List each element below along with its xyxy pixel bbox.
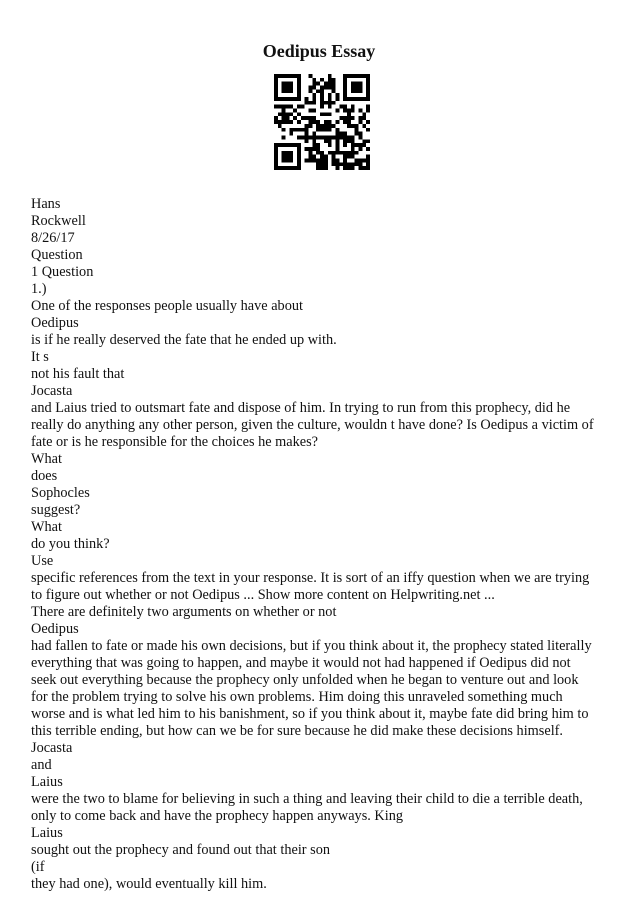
text-line: One of the responses people usually have about [31, 298, 303, 314]
text-line: Jocasta [31, 740, 73, 756]
text-line: they had one), would eventually kill him. [31, 876, 267, 892]
text-line: specific references from the text in your response. It is sort of an iffy question when we are trying [31, 570, 590, 586]
text-line: does [31, 468, 58, 484]
text-line: Jocasta [31, 383, 73, 399]
text-line: fate or is he responsible for the choices he makes? [31, 434, 319, 450]
qr-code-icon [274, 74, 370, 170]
text-line: 8/26/17 [31, 230, 75, 246]
text-line: Hans [31, 196, 61, 212]
text-line: What [31, 519, 62, 535]
text-line: had fallen to fate or made his own decisions, but if you think about it, the prophecy stated literally [31, 638, 592, 654]
text-line: Laius [31, 774, 63, 790]
text-line: Laius [31, 825, 63, 841]
text-line: Sophocles [31, 485, 90, 501]
text-line: Question [31, 247, 83, 263]
document-body [31, 196, 611, 893]
text-line: worse and is what led him to his banishment, so if you think about it, maybe fate did bring him to [31, 706, 589, 722]
text-line: is if he really deserved the fate that he ended up with. [31, 332, 337, 348]
text-line: this terrible ending, but how can we be for sure because he did make these decisions himself. [31, 723, 564, 739]
text-line: sought out the prophecy and found out that their son [31, 842, 330, 858]
text-line: There are definitely two arguments on whether or not [31, 604, 337, 620]
text-line: were the two to blame for believing in such a thing and leaving their child to die a terrible death, [31, 791, 583, 807]
text-line: 1 Question [31, 264, 94, 280]
text-line: Rockwell [31, 213, 86, 229]
text-line: Use [31, 553, 54, 569]
text-line: to figure out whether or not Oedipus ... Show more content on Helpwriting.net ... [31, 587, 495, 603]
text-line: not his fault that [31, 366, 125, 382]
text-line: 1.) [31, 281, 47, 297]
text-line: do you think? [31, 536, 110, 552]
document-title: Oedipus Essay [262, 41, 376, 61]
text-line: suggest? [31, 502, 81, 518]
text-line: and [31, 757, 52, 773]
text-line: Oedipus [31, 621, 79, 637]
text-line: for the problem trying to solve his own problems. Him doing this unraveled something much [31, 689, 563, 705]
text-line: and Laius tried to outsmart fate and dispose of him. In trying to run from this prophecy, did he [31, 400, 571, 416]
text-line: What [31, 451, 62, 467]
text-line: really do anything any other person, given the culture, wouldn t have done? Is Oedipus a victim of [31, 417, 594, 433]
text-line: Oedipus [31, 315, 79, 331]
text-line: only to come back and have the prophecy happen anyways. King [31, 808, 403, 824]
text-line: (if [31, 859, 45, 875]
text-line: seek out everything because the prophecy only unfolded when he began to venture out and look [31, 672, 579, 688]
text-line: It s [31, 349, 49, 365]
text-line: everything that was going to happen, and maybe it would not had happened if Oedipus did not [31, 655, 571, 671]
